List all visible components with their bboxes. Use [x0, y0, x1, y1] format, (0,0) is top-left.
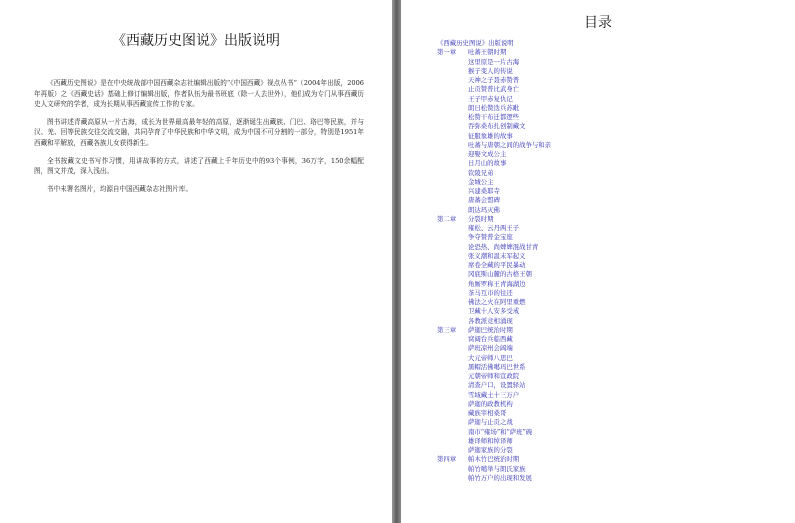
toc-title: 目录	[584, 15, 612, 31]
toc-item[interactable]: 唐蕃会盟碑	[468, 196, 500, 205]
toc-item[interactable]: 雄译师和绰译师	[468, 436, 513, 445]
page-title: 《西藏历史图说》出版说明	[112, 33, 280, 49]
toc-chapter-title: 帕木竹巴统治时期	[468, 455, 520, 464]
toc-item[interactable]: 冈底斯山麓的古格王朝	[468, 270, 532, 279]
toc-item[interactable]: 萨迦的政教机构	[468, 399, 513, 408]
toc-item[interactable]: 帕竹万户的出现和发展	[468, 473, 532, 482]
preface-paragraph: 图书讲述青藏高原从一片古海，成长为世界最高最年轻的高原，逐渐诞生出藏族、门巴、珞巴等民族，并与汉、羌、回等民族交往交流交融，共同孕育了中华民族和中华文明，成为中国不可分割的一部分，特别是1951年西藏和平解放，西藏各族儿女获得新生。	[34, 117, 364, 147]
toc-item[interactable]: 大元帝师八思巴	[468, 353, 513, 362]
toc-chapter[interactable]	[437, 48, 777, 57]
toc-chapter-title: 分裂时期	[468, 214, 494, 223]
left-page	[0, 0, 392, 523]
toc-item[interactable]: 松赞干布迁都逻些	[468, 113, 520, 121]
toc-item[interactable]: 王子甲赤复仇记	[468, 94, 513, 103]
right-page	[401, 0, 795, 523]
toc-item[interactable]: 迎娶文成公主	[468, 150, 507, 158]
toc-item[interactable]: 论恐热、尚婢婢混战甘青	[468, 242, 539, 251]
toc-chapter-number: 第三章	[437, 325, 457, 334]
toc-chapter-title: 萨迦巴统治时期	[468, 325, 513, 334]
table-of-contents	[437, 39, 777, 483]
toc-item[interactable]: 席卷全藏的平民暴动	[468, 261, 526, 269]
toc-item[interactable]: 卫藏十人安多受戒	[468, 307, 520, 316]
toc-item[interactable]: 《西藏历史图说》出版说明	[437, 39, 514, 47]
toc-item[interactable]: 猴子变人的传说	[468, 66, 513, 75]
toc-item[interactable]: 萨班凉州会阔端	[468, 344, 513, 353]
toc-item[interactable]: 争夺赞普金宝座	[468, 233, 513, 242]
toc-chapter[interactable]	[437, 455, 777, 464]
preface-paragraph: 书中未署名图片，均源自中国西藏杂志社图片库。	[47, 184, 193, 193]
toc-chapter-number: 第四章	[437, 455, 457, 464]
toc-item[interactable]: 藏族宰相桑哥	[468, 409, 507, 417]
page-divider	[392, 0, 401, 523]
toc-item[interactable]: 朗日松赞迭兵苏毗	[468, 103, 520, 112]
toc-item[interactable]: 窝阔台兵临西藏	[468, 335, 513, 343]
toc-item[interactable]: 帕竹噶举与朗氏家族	[468, 464, 526, 473]
preface-body	[34, 78, 364, 201]
preface-paragraph: 全书按藏文史书写作习惯，用讲故事的方式，讲述了西藏上千年历史中的93个事例，36万字，150余幅配图，图文并茂，深入浅出。	[34, 156, 364, 176]
toc-item[interactable]: 钦陵兄弟	[468, 168, 494, 177]
toc-item[interactable]: 吞弥桑布扎创制藏文	[468, 122, 526, 131]
toc-chapter[interactable]	[437, 326, 777, 335]
toc-item[interactable]: 这里原是一片古海	[468, 57, 520, 66]
toc-item[interactable]: 天神之子聂赤赞普	[468, 76, 520, 84]
toc-item[interactable]: 吐蕃与唐朝之间的战争与和亲	[468, 140, 552, 149]
preface-paragraph: 《西藏历史图说》是在中央统战部中国西藏杂志社编辑出版的“《中国西藏》视点丛书”（2004年出版，2006年再版）之《西藏史话》基础上修订编辑出版，作者队伍为最书班底（除一人去世外），他们成为专门从事西藏历史人文研究的学者，成为长期从事西藏宣传工作的专家。	[34, 79, 364, 109]
toc-item[interactable]: 萨迦家族的分裂	[468, 446, 513, 454]
toc-chapter-title: 吐蕃王朝时期	[468, 48, 507, 57]
toc-item[interactable]: 清查户口，设置驿站	[468, 381, 526, 390]
toc-item[interactable]: 佛法之火在阿里重燃	[468, 298, 526, 306]
toc-item[interactable]: 雪域藏土十三万户	[468, 390, 520, 399]
toc-item[interactable]: 张义潮和温末军起义	[468, 251, 526, 260]
toc-item[interactable]: 雍松、云丹两王子	[468, 224, 520, 232]
toc-item[interactable]: 各教派竞相涌现	[468, 316, 513, 325]
toc-chapter-number: 第二章	[437, 214, 457, 223]
toc-item[interactable]: 黑帽活佛噶玛巴世系	[468, 362, 526, 371]
toc-item[interactable]: 角厮罗称王青海湖边	[468, 279, 526, 288]
toc-item[interactable]: 兴建桑耶寺	[468, 187, 500, 195]
toc-item[interactable]: 金城公主	[468, 177, 494, 186]
toc-chapter[interactable]	[437, 215, 777, 224]
toc-item[interactable]: 萨迦与止贡之战	[468, 418, 513, 427]
toc-item[interactable]: 元朝帝师和宣政院	[468, 372, 520, 380]
toc-item[interactable]: 朗达玛灭佛	[468, 205, 500, 214]
toc-item[interactable]: 征服象雄的故事	[468, 131, 513, 140]
toc-chapter-number: 第一章	[437, 48, 457, 57]
toc-item[interactable]: 日月山的故事	[468, 159, 507, 168]
toc-item[interactable]: 止贡赞普比武身亡	[468, 85, 520, 94]
toc-item[interactable]: 南市“雍场”和“萨班”碗	[468, 427, 533, 436]
toc-item[interactable]: 茶马互市的往还	[468, 288, 513, 297]
